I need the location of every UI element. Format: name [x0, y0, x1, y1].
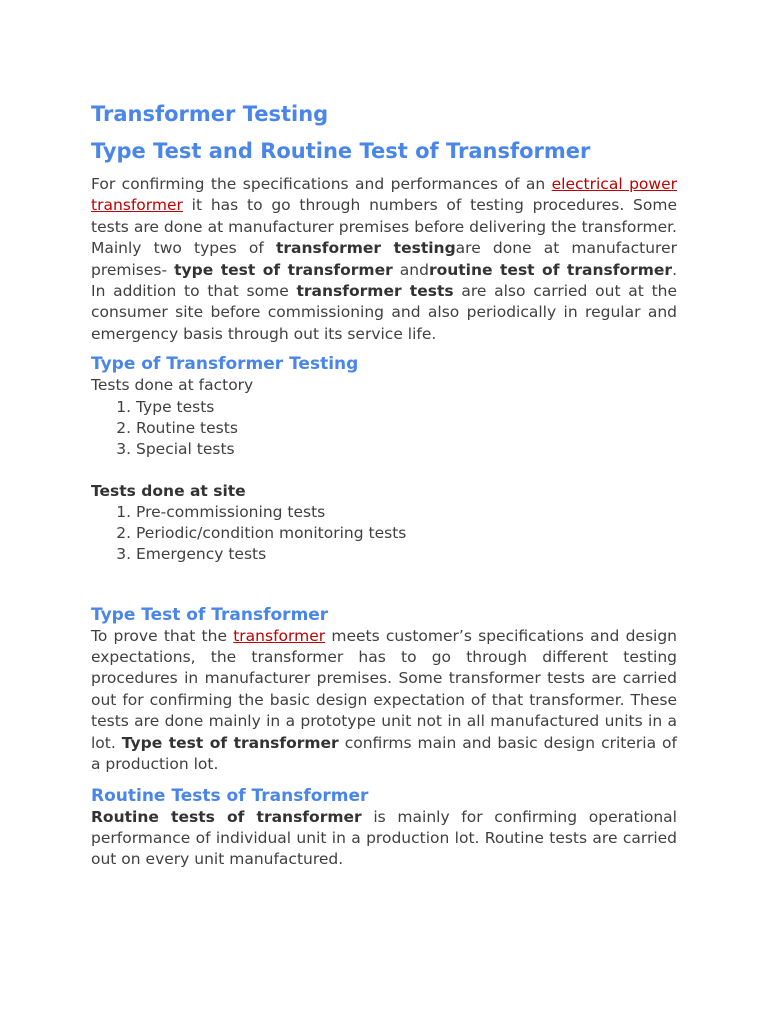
list-item: 2. Routine tests: [136, 418, 677, 439]
type-test-heading: Type Test of Transformer: [91, 604, 329, 625]
routine-paragraph: [91, 807, 677, 871]
type-test-paragraph: [91, 626, 677, 776]
routine-bold-1: Routine tests of transformer: [91, 807, 362, 826]
intro-text-4: and: [392, 260, 429, 279]
type-test-bold-1: Type test of transformer: [121, 733, 339, 752]
site-tests-list: [91, 502, 677, 565]
routine-text-1: is mainly for confirming operational performance of individual unit in a production lot. Routine tests are carried out on every unit manufactured.: [91, 807, 677, 869]
intro-paragraph: [91, 174, 677, 345]
page-subtitle: Type Test and Routine Test of Transformer: [91, 139, 591, 163]
electrical-power-transformer-link[interactable]: electrical power transformer: [91, 175, 677, 215]
intro-bold-2: type test of transformer: [174, 260, 393, 279]
type-test-text-2: meets customer’s specifications and design expectations, the transformer has to go through different testing procedures in manufacturer premises. Some transformer tests are carried out for confirming the basic design expectation of that transformer. These tests are done mainly in a prototype unit not in all manufactured units in a lot.: [91, 626, 677, 752]
intro-bold-3: routine test of transformer: [428, 260, 673, 279]
factory-label: Tests done at factory: [91, 376, 254, 395]
intro-text-5: . In addition to that some: [91, 260, 677, 301]
factory-tests-list: [91, 397, 677, 460]
intro-text-1: For confirming the specifications and performances of an: [91, 175, 552, 193]
list-item: 1. Type tests: [136, 397, 677, 418]
article-content: [91, 100, 677, 871]
routine-heading: Routine Tests of Transformer: [91, 785, 369, 806]
site-label: Tests done at site: [91, 481, 246, 500]
intro-text-6: are also carried out at the consumer site before commissioning and also periodically in regular and emergency basis through out its service life.: [91, 282, 678, 343]
list-item: 3. Emergency tests: [136, 544, 677, 565]
list-item: 3. Special tests: [136, 439, 677, 460]
list-item: 2. Periodic/condition monitoring tests: [136, 523, 677, 544]
intro-bold-1: transformer testing: [275, 239, 456, 258]
page-title: Transformer Testing: [91, 102, 329, 126]
type-test-text-1: To prove that the: [91, 626, 234, 645]
intro-text-3: are done at manufacturer premises-: [91, 239, 677, 279]
transformer-link[interactable]: transformer: [233, 626, 326, 645]
type-test-text-3: confirms main and basic design criteria of a production lot.: [91, 733, 677, 774]
types-heading: Type of Transformer Testing: [91, 354, 359, 375]
intro-bold-4: transformer tests: [296, 282, 454, 301]
list-item: 1. Pre-commissioning tests: [136, 502, 677, 523]
intro-text-2: it has to go through numbers of testing procedures. Some tests are done at manufacturer premises before delivering the transformer. Mainly two types of: [91, 196, 677, 258]
